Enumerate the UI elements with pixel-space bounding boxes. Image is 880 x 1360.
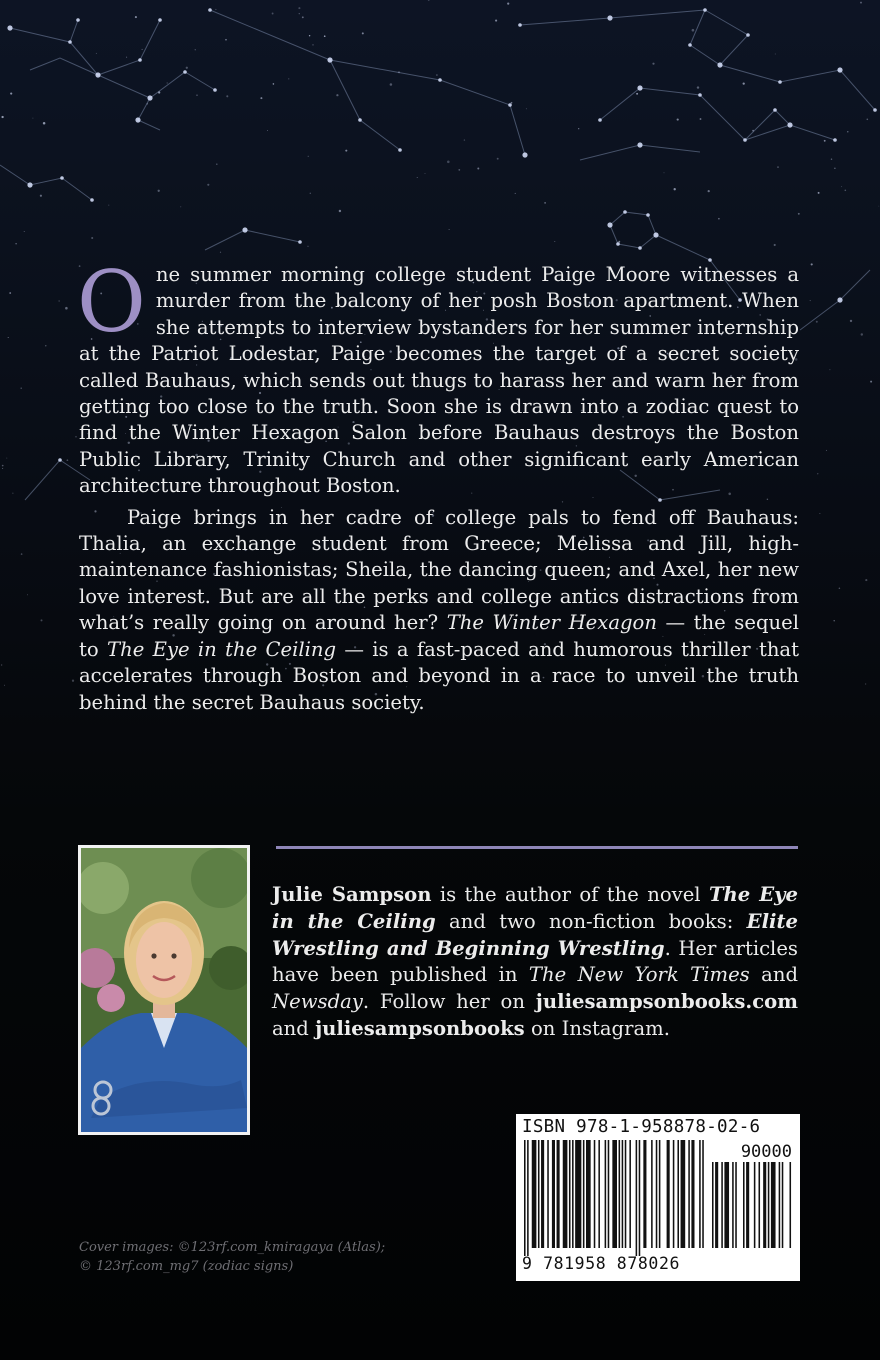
bio-novel-title: The Eye in the Ceiling: [272, 883, 798, 933]
bio-text-5: . Follow her on: [362, 990, 536, 1014]
blurb-paragraph-2: [79, 505, 799, 716]
isbn-label: ISBN 978-1-958878-02-6: [522, 1117, 761, 1137]
bio-publication-nyt: The New York Times: [528, 963, 750, 987]
isbn-barcode: [516, 1114, 800, 1281]
bio-text-7: on Instagram.: [524, 1016, 670, 1040]
author-bio: [272, 882, 798, 1043]
ean-bars: [524, 1140, 708, 1256]
back-cover-blurb: [77, 253, 799, 716]
image-credits: [79, 1238, 439, 1276]
author-bio-text: [272, 882, 798, 1043]
blurb-paragraph-1-text: ne summer morning college student Paige Moore witnesses a murder from the balcony of her posh Boston apartment. When she attempts to interview bystanders for her summer internship at the Patriot Lodestar, Paige becomes the target of a secret society called Bauhaus, which sends out thugs to harass her and warn her from getting too close to the truth. Soon she is drawn into a zodiac quest to find the Winter Hexagon Salon before Bauhaus destroys the Boston Public Library, Trinity Church and other significant early American architecture throughout Boston.: [79, 263, 799, 498]
blurb-paragraph-2-text-a: Paige brings in her cadre of college pals to fend off Bauhaus: Thalia, an exchange student from Greece; Melissa and Jill, high-maintenance fashionistas; Sheila, the dancing queen; and Axel, her new love interest. But are all the perks and college antics distractions from what’s really going on around her?: [79, 505, 799, 635]
bio-text-1: is the author of the novel: [431, 883, 709, 906]
title-eye-in-the-ceiling: The Eye in the Ceiling: [107, 637, 337, 661]
author-instagram: juliesampsonbooks: [315, 1016, 525, 1040]
bio-text-3: . Her articles have been published in: [272, 936, 798, 987]
blurb-paragraph-2-text-b: — the sequel to: [79, 611, 799, 661]
credits-line-2: © 123rf.com_mg7 (zodiac signs): [79, 1259, 294, 1274]
blurb-paragraph-2-text-c: — is a fast-paced and humorous thriller that accelerates through Boston and beyond in a race to unveil the truth behind the secret Bauhaus society.: [79, 637, 799, 714]
credits-line-1: Cover images: ©123rf.com_kmiragaya (Atlas);: [79, 1240, 386, 1255]
bio-text-6: and: [272, 1016, 316, 1040]
title-winter-hexagon: The Winter Hexagon: [446, 611, 657, 635]
bio-text-2: and two non-fiction books:: [435, 909, 747, 933]
divider-rule: [276, 846, 798, 849]
bio-nonfiction-titles: Elite Wrestling and Beginning Wrestling: [272, 909, 798, 960]
price-bars: [712, 1162, 792, 1254]
price-code: 90000: [740, 1142, 792, 1162]
author-photo: [78, 845, 250, 1135]
author-name: Julie Sampson: [272, 883, 432, 906]
bio-publication-newsday: Newsday: [272, 990, 363, 1014]
ean-digits: 9 781958 878026: [522, 1254, 681, 1273]
drop-cap: O: [77, 253, 146, 351]
author-website: juliesampsonbooks.com: [535, 990, 798, 1014]
bio-text-4: and: [749, 963, 798, 987]
blurb-paragraph-1: [77, 253, 799, 500]
